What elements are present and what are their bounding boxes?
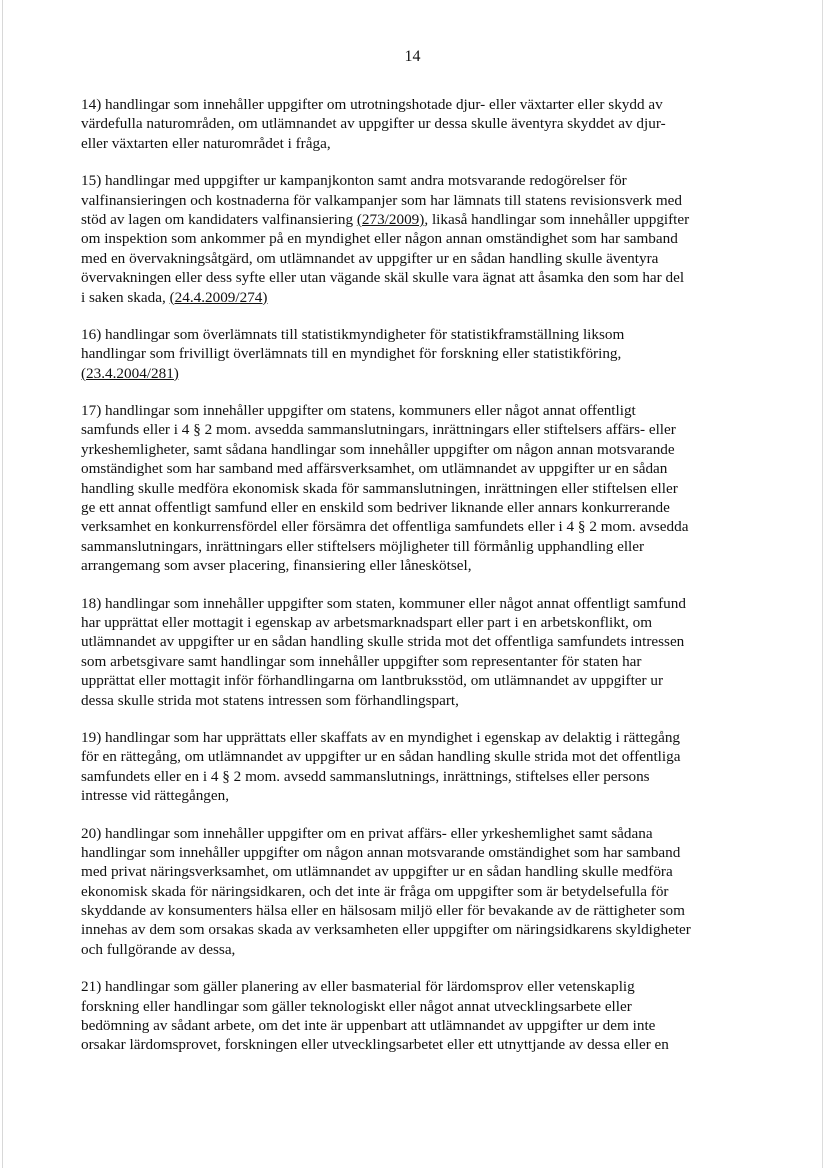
line-text: handlingar som frivilligt överlämnats till en myndighet för forskning eller statistikföring, xyxy=(81,345,622,363)
line-text: övervakningen eller dess syfte eller utan vägande skäl skulle vara ägnat att åsamka den som har del xyxy=(81,269,685,287)
line-text: 17) handlingar som innehåller uppgifter om statens, kommuners eller något annat offentligt xyxy=(81,402,636,420)
line-text: ekonomisk skada för näringsidkaren, och det inte är fråga om uppgifter som är betydelsefulla för xyxy=(81,882,669,900)
line-text: bedömning av sådant arbete, om det inte är uppenbart att utlämnandet av uppgifter ur dem inte xyxy=(81,1017,656,1035)
text-line xyxy=(81,498,751,517)
line-text-after: , likaså handlingar som innehåller uppgifter xyxy=(424,210,690,228)
text-line xyxy=(81,652,751,671)
line-text: 18) handlingar som innehåller uppgifter som staten, kommuner eller något annat offentligt samfund xyxy=(81,594,686,612)
paragraph-item xyxy=(81,594,751,710)
line-text: 20) handlingar som innehåller uppgifter om en privat affärs- eller yrkeshemlighet samt sådana xyxy=(81,824,653,842)
text-line xyxy=(81,420,751,439)
text-line xyxy=(81,1016,751,1035)
line-text: omständighet som har samband med affärsverksamhet, om utlämnandet av uppgifter ur en sådan xyxy=(81,460,668,478)
line-text: innehas av dem som orsakas skada av verksamheten eller uppgifter om näringsidkarens skyldigheter xyxy=(81,921,691,939)
text-line xyxy=(81,249,751,268)
line-text: yrkeshemligheter, samt sådana handlingar som innehåller uppgifter om någon annan motsvarande xyxy=(81,440,675,458)
paragraph-item xyxy=(81,401,751,576)
text-line xyxy=(81,459,751,478)
statute-reference-link[interactable]: (24.4.2009/274) xyxy=(169,288,268,306)
text-line xyxy=(81,440,751,459)
paragraph-item xyxy=(81,95,751,153)
scan-edge-left xyxy=(2,0,3,1168)
text-line xyxy=(81,95,751,114)
line-text: samfundets eller en i 4 § 2 mom. avsedd sammanslutnings, inrättnings, stiftelses eller persons xyxy=(81,767,650,785)
line-text: 16) handlingar som överlämnats till statistikmyndigheter för statistikframställning liksom xyxy=(81,325,625,343)
line-text: sammanslutningars, inrättningars eller stiftelsers möjligheter till förmånlig upphandling eller xyxy=(81,537,645,555)
line-text: med en övervakningsåtgärd, om utlämnandet av uppgifter ur en sådan handling skulle äventyra xyxy=(81,249,659,267)
line-text: har upprättat eller mottagit i egenskap av arbetsmarknadspart eller part i en arbetskonflikt, om xyxy=(81,613,653,631)
text-line xyxy=(81,767,751,786)
line-text: stöd av lagen om kandidaters valfinansiering xyxy=(81,210,357,228)
text-line xyxy=(81,210,751,229)
line-text: eller växtarten eller naturområdet i fråga, xyxy=(81,134,331,152)
paragraph-item xyxy=(81,171,751,307)
text-line xyxy=(81,632,751,651)
text-line xyxy=(81,479,751,498)
text-line xyxy=(81,977,751,996)
text-line xyxy=(81,517,751,536)
text-line xyxy=(81,556,751,575)
line-text: ge ett annat offentligt samfund eller en enskild som bedriver liknande eller annars konkurrerande xyxy=(81,499,670,517)
line-text: intresse vid rättegången, xyxy=(81,787,230,805)
text-line xyxy=(81,364,751,383)
text-line xyxy=(81,671,751,690)
line-text: dessa skulle strida mot statens intressen som förhandlingspart, xyxy=(81,691,459,709)
text-line xyxy=(81,613,751,632)
text-line xyxy=(81,594,751,613)
paragraph-item xyxy=(81,977,751,1055)
text-line xyxy=(81,862,751,881)
text-line xyxy=(81,786,751,805)
paragraph-item xyxy=(81,728,751,806)
document-body xyxy=(81,95,751,1073)
text-line xyxy=(81,537,751,556)
text-line xyxy=(81,134,751,153)
text-line xyxy=(81,691,751,710)
text-line xyxy=(81,997,751,1016)
line-text: handlingar som innehåller uppgifter om någon annan motsvarande omständighet som har samband xyxy=(81,843,681,861)
line-text: om inspektion som ankommer på en myndighet eller någon annan omständighet som har samband xyxy=(81,230,678,248)
line-text: som arbetsgivare samt handlingar som innehåller uppgifter som representanter för staten har xyxy=(81,652,642,670)
text-line xyxy=(81,268,751,287)
text-line xyxy=(81,747,751,766)
line-text: 15) handlingar med uppgifter ur kampanjkonton samt andra motsvarande redogörelser för xyxy=(81,172,627,190)
line-text: handling skulle medföra ekonomisk skada för sammanslutningen, inrättningen eller stiftelsen eller xyxy=(81,479,678,497)
line-text: och fullgörande av dessa, xyxy=(81,940,236,958)
text-line xyxy=(81,1035,751,1054)
text-line xyxy=(81,229,751,248)
text-line xyxy=(81,843,751,862)
text-line xyxy=(81,344,751,363)
line-text: samfunds eller i 4 § 2 mom. avsedda sammanslutningars, inrättningars eller stiftelsers affärs- eller xyxy=(81,421,676,439)
text-line xyxy=(81,401,751,420)
text-line xyxy=(81,288,751,307)
text-line xyxy=(81,824,751,843)
line-text: för en rättegång, om utlämnandet av uppgifter ur en sådan handling skulle strida mot det offentliga xyxy=(81,748,681,766)
line-text: 21) handlingar som gäller planering av eller basmaterial för lärdomsprov eller vetenskaplig xyxy=(81,978,635,996)
line-text: upprättat eller mottagit inför förhandlingarna om lantbruksstöd, om utlämnandet av uppgifter ur xyxy=(81,672,664,690)
statute-reference-link[interactable]: (23.4.2004/281) xyxy=(81,364,179,382)
line-text: skyddande av konsumenters hälsa eller en hälsosam miljö eller för bevakande av de rättigheter som xyxy=(81,902,685,920)
line-text: valfinansieringen och kostnaderna för valkampanjer som har lämnats till statens revisionsverk med xyxy=(81,191,682,209)
text-line xyxy=(81,920,751,939)
line-text: 14) handlingar som innehåller uppgifter om utrotningshotade djur- eller växtarter eller skydd av xyxy=(81,96,663,113)
text-line xyxy=(81,728,751,747)
line-text: med privat näringsverksamhet, om utlämnandet av uppgifter ur en sådan handling skulle medföra xyxy=(81,863,673,881)
line-text: arrangemang som avser placering, finansiering eller låneskötsel, xyxy=(81,557,472,575)
text-line xyxy=(81,114,751,133)
line-text: värdefulla naturområden, om utlämnandet av uppgifter ur dessa skulle äventyra skyddet av djur- xyxy=(81,115,666,133)
text-line xyxy=(81,882,751,901)
line-text: orsakar lärdomsprovet, forskningen eller utvecklingsarbetet eller ett utnyttjande av dessa eller en xyxy=(81,1036,669,1054)
text-line xyxy=(81,901,751,920)
line-text: verksamhet en konkurrensfördel eller försämra det offentliga samfundets eller i 4 § 2 mom. avsedda xyxy=(81,518,689,536)
text-line xyxy=(81,940,751,959)
page-number: 14 xyxy=(404,48,421,65)
paragraph-item xyxy=(81,824,751,960)
line-text: i saken skada, xyxy=(81,288,170,306)
text-line xyxy=(81,171,751,190)
text-line xyxy=(81,325,751,344)
line-text: 19) handlingar som har upprättats eller skaffats av en myndighet i egenskap av delaktig i rättegång xyxy=(81,728,681,746)
line-text: forskning eller handlingar som gäller teknologiskt eller något annat utvecklingsarbete eller xyxy=(81,997,632,1015)
line-text: utlämnandet av uppgifter ur en sådan handling skulle strida mot det offentliga samfundets intressen xyxy=(81,633,685,651)
paragraph-item xyxy=(81,325,751,383)
text-line xyxy=(81,191,751,210)
statute-reference-link[interactable]: (273/2009) xyxy=(356,210,425,228)
scan-edge-right xyxy=(822,0,823,1168)
